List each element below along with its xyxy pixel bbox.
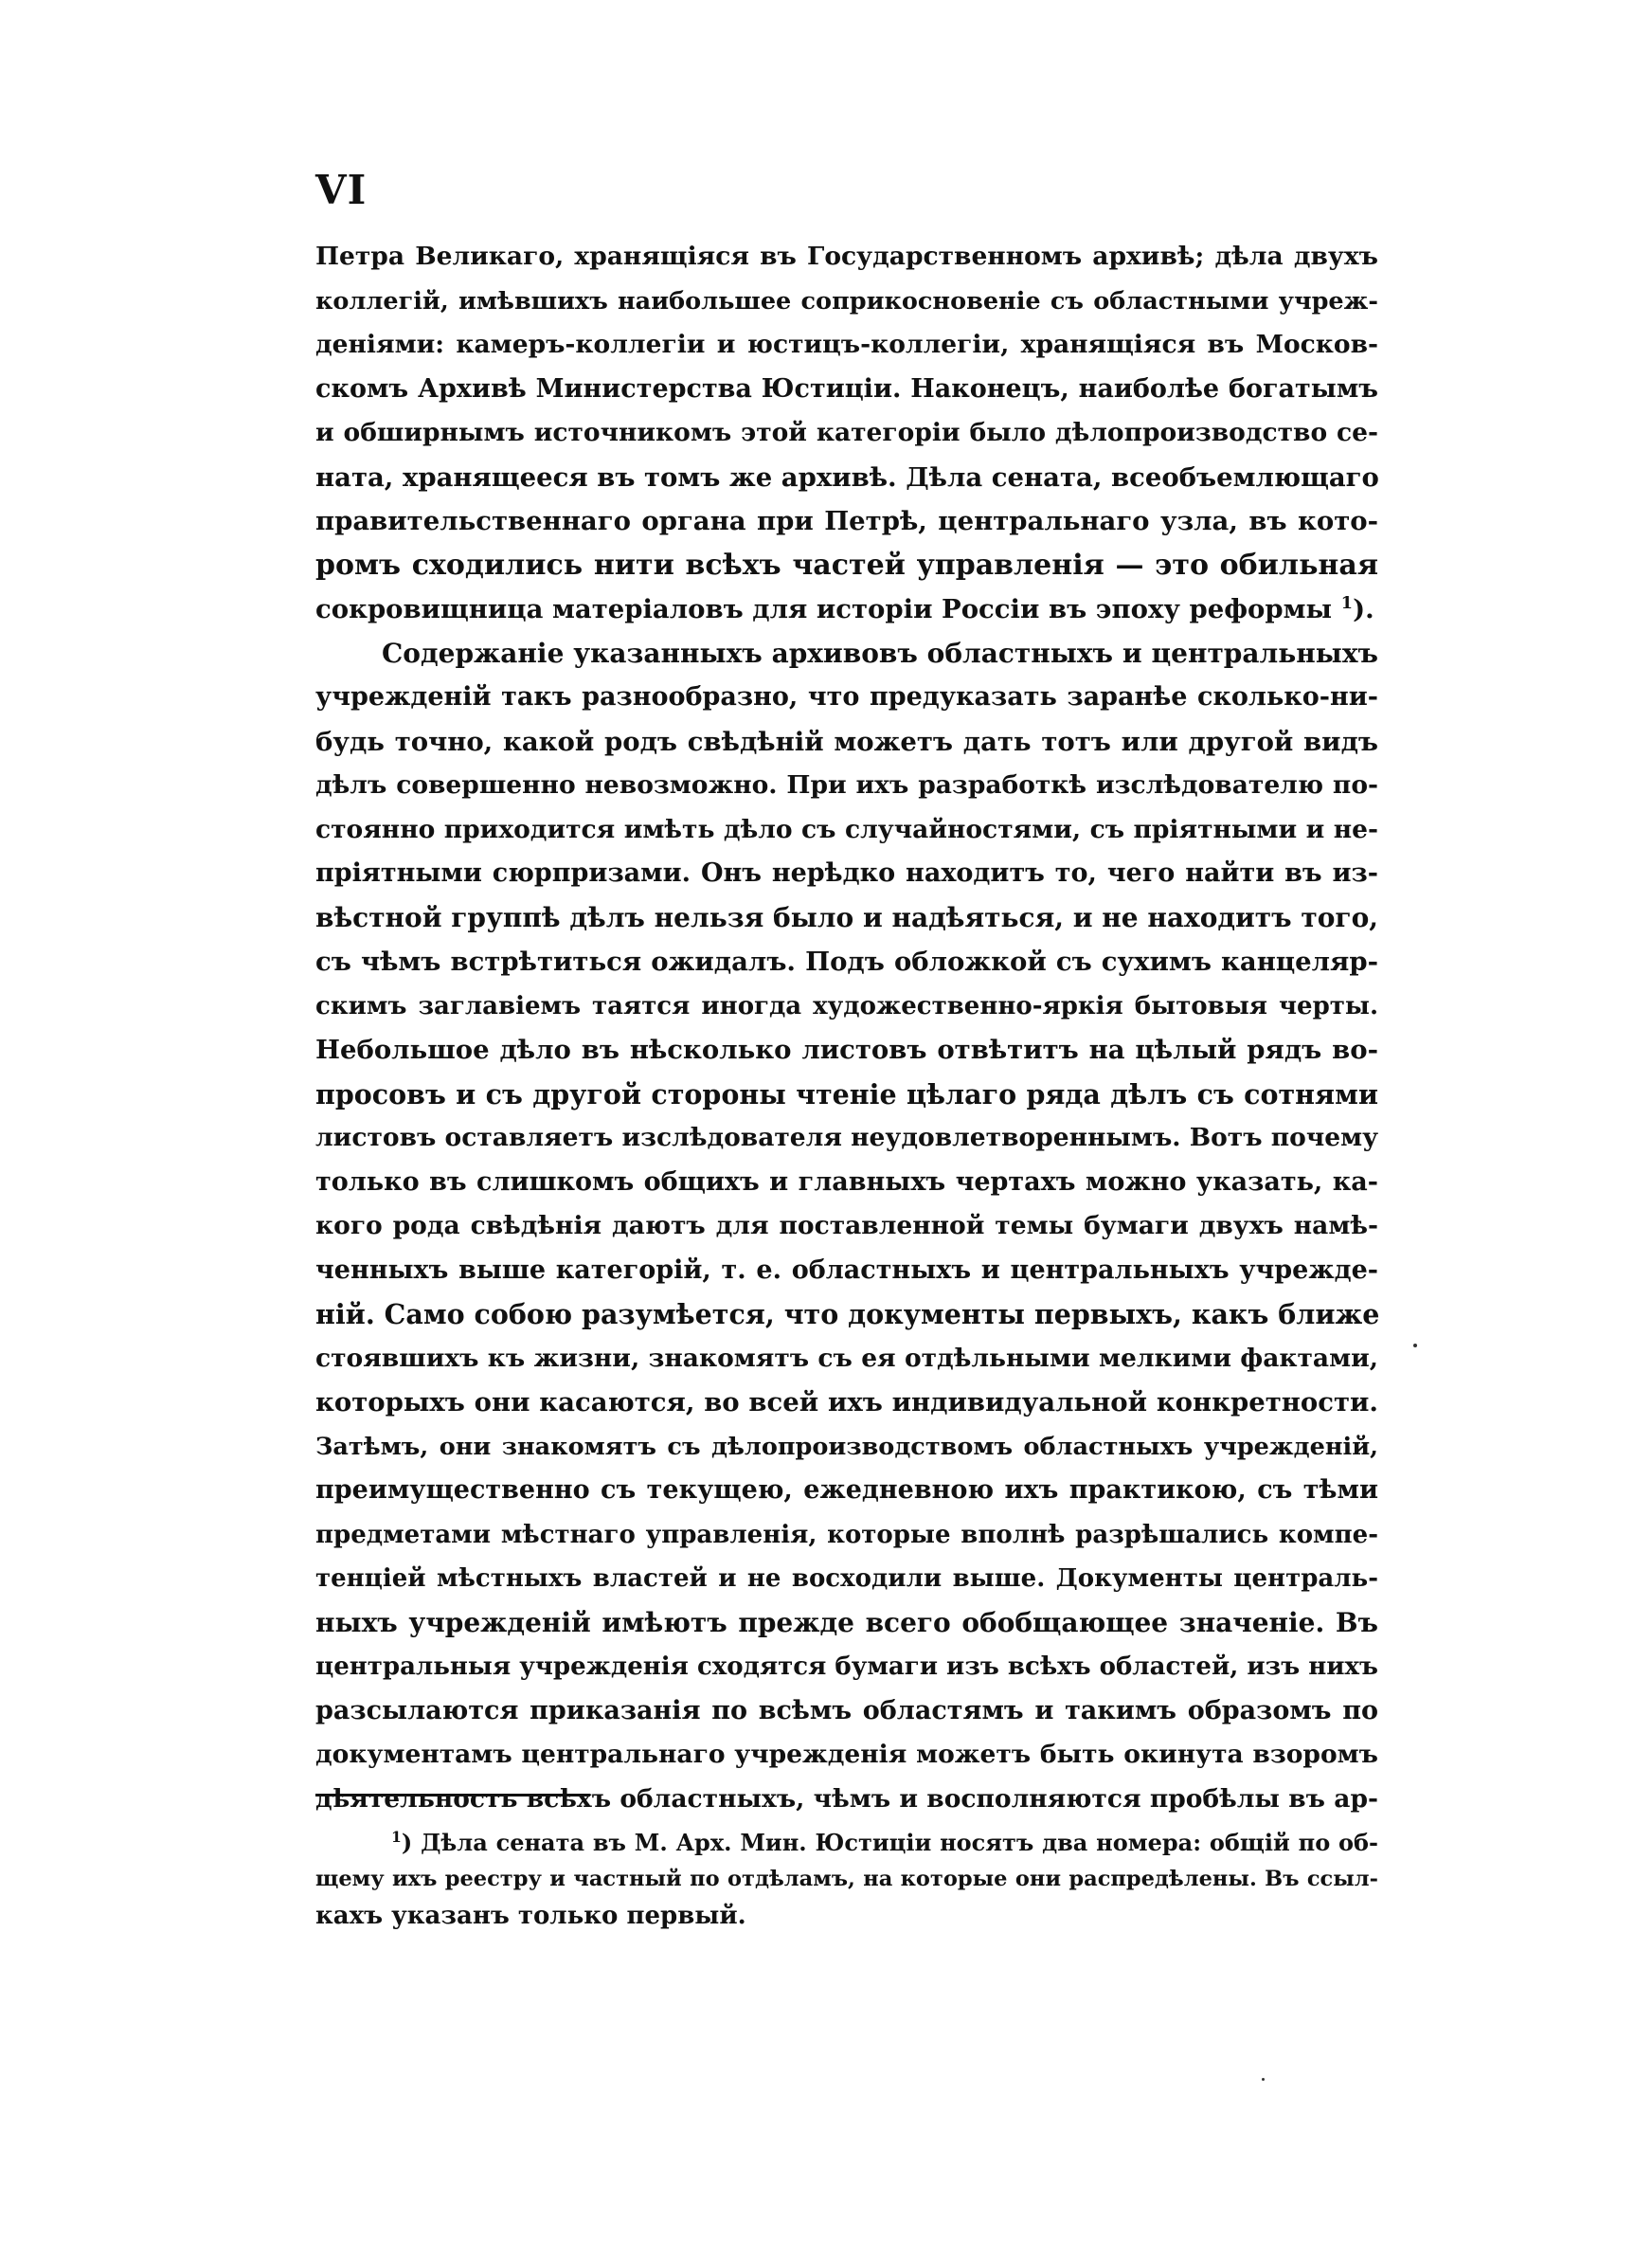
- text-line: съ чѣмъ встрѣтиться ожидалъ. Подъ обложкой съ сухимъ канцеляр-: [315, 947, 1378, 977]
- text-line: стоявшихъ къ жизни, знакомятъ съ ея отдѣльными мелкими фактами,: [315, 1343, 1378, 1373]
- text-line: тенціей мѣстныхъ властей и не восходили выше. Документы централь-: [315, 1564, 1378, 1593]
- footnotes: [315, 1824, 1378, 1935]
- text-line: скимъ заглавіемъ таятся иногда художественно-яркія бытовыя черты.: [315, 991, 1378, 1020]
- text-line: деніями: камеръ-коллегіи и юстицъ-коллегіи, хранящіяся въ Москов-: [315, 330, 1378, 359]
- text-line: будь точно, какой родъ свѣдѣній можетъ дать тотъ или другой видъ: [315, 726, 1378, 757]
- text-line: ченныхъ выше категорій, т. е. областныхъ и центральныхъ учрежде-: [315, 1255, 1378, 1285]
- text-line: стоянно приходится имѣть дѣло съ случайностями, съ пріятными и не-: [315, 814, 1378, 844]
- text-line: вѣстной группѣ дѣлъ нельзя было и надѣяться, и не находитъ того,: [315, 901, 1378, 933]
- text-line: центральныя учрежденія сходятся бумаги изъ всѣхъ областей, изъ нихъ: [315, 1652, 1378, 1681]
- footnote-marker-close: ): [401, 1829, 413, 1856]
- footnote-line: щему ихъ реестру и частный по отдѣламъ, на которые они распредѣлены. Въ ссыл-: [315, 1867, 1378, 1891]
- text-line: кого рода свѣдѣнія даютъ для поставленной темы бумаги двухъ намѣ-: [315, 1211, 1378, 1240]
- text-line: дѣлъ совершенно невозможно. При ихъ разработкѣ изслѣдователю по-: [315, 770, 1378, 800]
- footnote-reference: 1: [1340, 592, 1354, 613]
- paragraph-start-line: Содержаніе указанныхъ архивовъ областныхъ и центральныхъ: [382, 637, 1378, 669]
- paragraph-end-line: [315, 587, 1378, 632]
- text-line: только въ слишкомъ общихъ и главныхъ чертахъ можно указать, ка-: [315, 1166, 1378, 1197]
- footnote-line: кахъ указанъ только первый.: [315, 1902, 746, 1930]
- text-line: разсылаются приказанія по всѣмъ областямъ и такимъ образомъ по: [315, 1695, 1378, 1725]
- text-line: ныхъ учрежденій имѣютъ прежде всего обобщающее значеніе. Въ: [315, 1606, 1378, 1638]
- text-line: ната, хранящееся въ томъ же архивѣ. Дѣла сената, всеобъемлющаго: [315, 461, 1379, 493]
- text-line: дѣятельность всѣхъ областныхъ, чѣмъ и восполняются пробѣлы въ ар-: [315, 1783, 1378, 1814]
- footnote-line: [315, 1824, 1378, 1861]
- text-line: ній. Само собою разумѣется, что документы первыхъ, какъ ближе: [315, 1298, 1380, 1330]
- text-line: просовъ и съ другой стороны чтеніе цѣлаго ряда дѣлъ съ сотнями: [315, 1077, 1378, 1110]
- text-line: документамъ центральнаго учрежденія можетъ быть окинута взоромъ: [315, 1740, 1378, 1769]
- main-text: [315, 235, 1378, 1821]
- footnote-divider: [315, 1794, 590, 1797]
- text-line: коллегій, имѣвшихъ наибольшее соприкосновеніе съ областными учреж-: [315, 286, 1378, 316]
- footnote-text: Дѣла сената въ М. Арх. Мин. Юстиціи носятъ два номера: общій по об-: [421, 1829, 1379, 1856]
- text-line: Петра Великаго, хранящіяся въ Государственномъ архивѣ; дѣла двухъ: [315, 242, 1378, 271]
- text-line: скомъ Архивѣ Министерства Юстиціи. Наконецъ, наиболѣе богатымъ: [315, 373, 1378, 404]
- footnote-marker: 1: [391, 1828, 402, 1846]
- text-line: ромъ сходились нити всѣхъ частей управленія — это обильная: [315, 548, 1378, 582]
- text-line: Небольшое дѣло въ нѣсколько листовъ отвѣтитъ на цѣлый рядъ во-: [315, 1035, 1378, 1065]
- ink-speck: [1262, 2078, 1265, 2081]
- text-line-content: сокровищница матеріаловъ для исторіи Россіи въ эпоху реформы: [315, 594, 1333, 624]
- text-line: листовъ оставляетъ изслѣдователя неудовлетвореннымъ. Вотъ почему: [315, 1123, 1379, 1152]
- text-line: предметами мѣстнаго управленія, которые вполнѣ разрѣшались компе-: [315, 1520, 1378, 1549]
- text-line: правительственнаго органа при Петрѣ, центральнаго узла, въ кото-: [315, 506, 1378, 536]
- text-line: Затѣмъ, они знакомятъ съ дѣлопроизводствомъ областныхъ учрежденій,: [315, 1432, 1378, 1461]
- text-line: учрежденій такъ разнообразно, что предуказать заранѣе сколько-ни-: [315, 682, 1378, 712]
- page-number: VI: [315, 167, 368, 213]
- text-line: пріятными сюрпризами. Онъ нерѣдко находитъ то, чего найти въ из-: [315, 858, 1378, 888]
- text-line: и обширнымъ источникомъ этой категоріи было дѣлопроизводство се-: [315, 418, 1378, 447]
- text-line: преимущественно съ текущею, ежедневною ихъ практикою, съ тѣми: [315, 1475, 1378, 1505]
- text-line: которыхъ они касаются, во всей ихъ индивидуальной конкретности.: [315, 1387, 1378, 1417]
- footnote-reference-close: ).: [1353, 594, 1374, 624]
- ink-speck: [1413, 1344, 1417, 1347]
